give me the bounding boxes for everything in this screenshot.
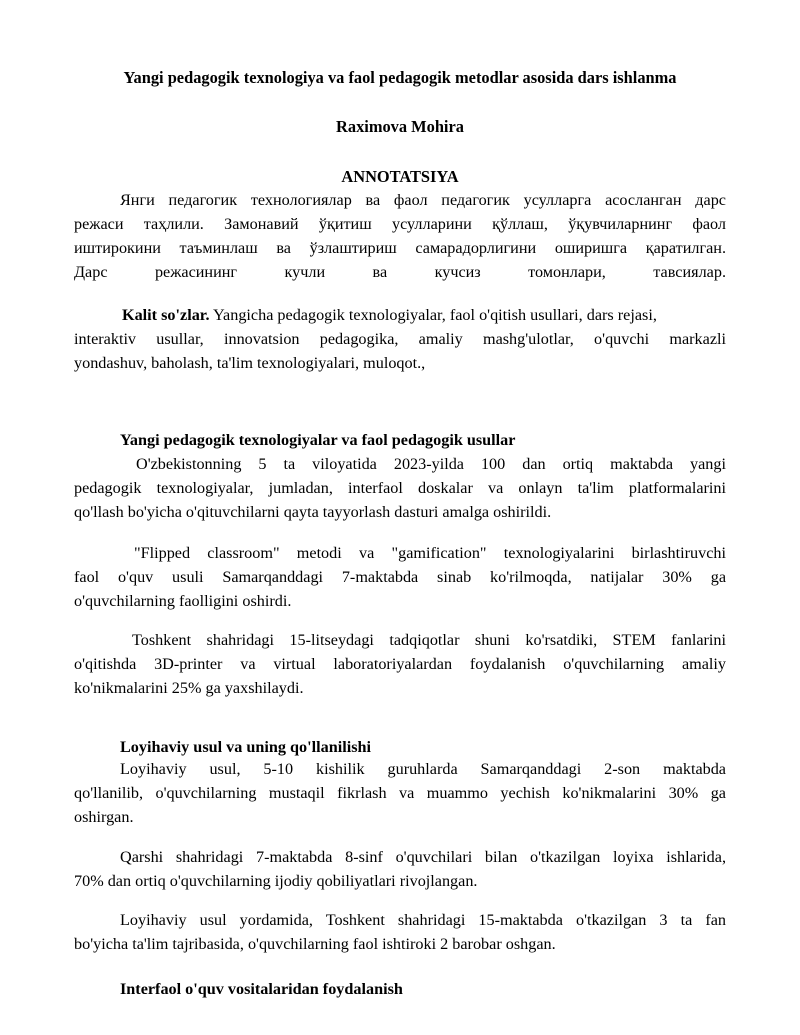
keywords-text: Yangicha pedagogik texnologiyalar, faol o'qitish usullari, dars rejasi, [212, 306, 657, 324]
keywords-line: yondashuv, baholash, ta'lim texnologiyalari, muloqot., [74, 354, 426, 372]
section2-paragraph-2: Qarshi shahridagi 7-maktabda 8-sinf o'quvchilari bilan o'tkazilgan loyixa ishlarida, 70% dan ortiq o'quvchilarning ijodiy qobiliyatlari rivojlangan. [74, 848, 726, 890]
section2-paragraph-1: Loyihaviy usul, 5-10 kishilik guruhlarda Samarqanddagi 2-son maktabda qo'llanilib, o'quvchilarning mustaqil fikrlash va muammo yechish ko'nikmalarini 30% ga oshirgan. [74, 760, 726, 826]
keywords-paragraph [74, 303, 726, 375]
section2-paragraph-3: Loyihaviy usul yordamida, Toshkent shahridagi 15-maktabda o'tkazilgan 3 ta fan bo'yicha ta'lim tajribasida, o'quvchilarning faol ishtiroki 2 barobar oshgan. [74, 911, 726, 953]
document-author: Raximova Mohira [336, 117, 464, 136]
annotation-line: Янги педагогик технологиялар ва фаол педагогик усулларга асосланган дарс [120, 191, 726, 209]
document-title: Yangi pedagogik texnologiya va faol pedagogik metodlar asosida dars ishlanma [123, 68, 677, 87]
keywords-line: interaktiv usullar, innovatsion pedagogika, amaliy mashg'ulotlar, o'quvchi markazli [74, 330, 726, 348]
section1-paragraph-1: O'zbekistonning 5 ta viloyatida 2023-yilda 100 dan ortiq maktabda yangi pedagogik texnologiyalar, jumladan, interfaol doskalar va onlayn ta'lim platformalarini qo'llash bo'yicha o'qituvchilarni qayta tayyorlash dasturi amalga oshirildi. [74, 455, 726, 521]
section-heading: Interfaol o'quv vositalaridan foydalanish [120, 980, 403, 998]
annotation-line: Дарс режасининг кучли ва кучсиз томонлари, тавсиялар. [74, 263, 726, 281]
section-heading: Loyihaviy usul va uning qo'llanilishi [120, 738, 372, 756]
section1-paragraph-2: "Flipped classroom" metodi va "gamification" texnologiyalarini birlashtiruvchi faol o'quv usuli Samarqanddagi 7-maktabda sinab ko'rilmoqda, natijalar 30% ga o'quvchilarning faolligini oshirdi. [74, 544, 726, 610]
keywords-label: Kalit so'zlar. [122, 306, 210, 324]
annotation-heading: ANNOTATSIYA [341, 167, 459, 186]
annotation-paragraph [74, 188, 726, 284]
annotation-line: иштирокини таъминлаш ва ўзлаштириш самарадорлигини оширишга қаратилган. [74, 239, 726, 257]
annotation-line: режаси таҳлили. Замонавий ўқитиш усулларини қўллаш, ўқувчиларнинг фаол [74, 215, 726, 233]
section-heading: Yangi pedagogik texnologiyalar va faol pedagogik usullar [120, 431, 516, 449]
section1-paragraph-3: Toshkent shahridagi 15-litseydagi tadqiqotlar shuni ko'rsatdiki, STEM fanlarini o'qitishda 3D-printer va virtual laboratoriyalardan foydalanish o'quvchilarning amaliy ko'nikmalarini 25% ga yaxshilaydi. [74, 631, 726, 697]
